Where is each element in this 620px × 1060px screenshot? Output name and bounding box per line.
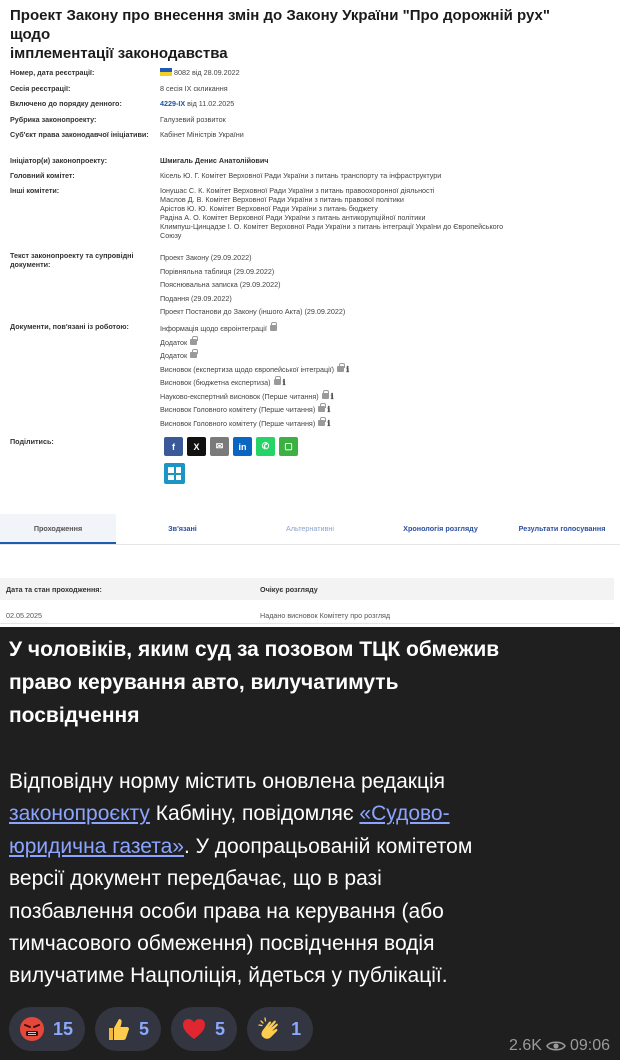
qr-code-icon[interactable] (164, 463, 185, 484)
info-icon[interactable]: ℹ (346, 364, 350, 374)
newspaper-link[interactable]: «Судово- (359, 802, 450, 826)
info-icon[interactable]: ℹ (282, 378, 286, 387)
angry-face-icon (19, 1016, 45, 1042)
reaction-heart[interactable]: 5 (171, 1007, 237, 1051)
doc-link[interactable]: Порівняльна таблиця (29.09.2022) (160, 266, 275, 276)
lock-icon (337, 366, 344, 372)
share-buttons (164, 437, 298, 457)
reaction-clap[interactable]: 1 (247, 1007, 313, 1051)
message-title: У чоловіків, яким суд за позовом ТЦК обмежив право керування авто, вилучатимуть посвідчення (9, 638, 500, 727)
message-bubble (0, 627, 620, 1060)
lock-icon (318, 420, 325, 426)
heart-icon (181, 1016, 207, 1042)
bill-page-screenshot: Проект Закону про внесення змін до Закону України "Про дорожній рух" щодо імплементації законодавства Номер, дата реєстрації: 8082 від 28.09.2022 Сесія реєстрації: 8 сесія IX скликання Включено до порядку денного: 4229-IX від 11.02.2025 Рубрика законопроекту: Галузевий розвиток Суб'єкт права законодавчої ініціативи: Кабінет Міністрів України Ініціатор(и) законопроекту: Шмигаль Денис Анатолійович Головний комітет: Кісель Ю. Г. Комітет Верховної Ради України з питань транспорту та інфраструктури Інші комітети: Іонушас С. К. Комітет Верховної Ради України з питань правоохоронної діяльності Маслов Д. В. Комітет Верховної Ради України з питань правової політики Арістов Ю. Ю. Комітет Верховної Ради України з питань бюджету Радіна А. О. Комітет Верховної Ради України з питань антикорупційної політики Климпуш-Цинцадзе І. О. Комітет Верховної Ради України з питань інтеграції України до Європейського Союзу Текст законопроекту та супровідні документи: Проект Закону (29.09.2022) Порівняльна таблиця (29.09.2022) Пояснювальна записка (29.09.2022) Подання (29.09.2022) Проект Постанови до Закону (іншого Акта) (29.09.2022) Документи, пов'язані із роботою: Інформація щодо євроінтеграції Додаток Додаток Висновок (експертиза щодо європейської інтеграції) ℹ Висновок (бюджетна експертиза) ℹ Науково-експертний висновок (Перше читання) ℹ Висновок Головного комітету (Перше читання) ℹ Висновок Головного комітету (Перше читання) ℹ Поділитись: f X ✉ in ✆ ▢ Проходження Зв'язані Альтернативні Хронологія розгляду Результати голосування Дата та стан проходження: Очікує розгляду 02.05.2025 Надано висновок Комітету про розгляд (0, 0, 620, 627)
lock-icon (190, 339, 197, 345)
share-whatsapp-button[interactable]: ✆ (256, 437, 275, 456)
doc-link[interactable]: Пояснювальна записка (29.09.2022) (160, 280, 281, 289)
bill-tabs (0, 514, 620, 544)
info-icon[interactable]: ℹ (327, 405, 331, 414)
info-icon[interactable]: ℹ (327, 418, 331, 428)
share-sms-button[interactable]: ▢ (279, 437, 298, 456)
info-icon[interactable]: ℹ (330, 391, 334, 401)
share-x-button[interactable]: X (187, 437, 206, 456)
tab-progress[interactable]: Проходження (0, 514, 116, 544)
bill-title: Проект Закону про внесення змін до Закону України "Про дорожній рух" щодо імплементації законодавства (10, 7, 550, 62)
eye-icon (546, 1040, 566, 1052)
view-count: 2.6K (509, 1037, 542, 1054)
share-linkedin-button[interactable]: in (233, 437, 252, 456)
progress-table-header: Дата та стан проходження: Очікує розгляду (0, 578, 614, 600)
doc-link[interactable]: Висновок Головного комітету (Перше читання) (160, 405, 316, 414)
tab-voting-results[interactable]: Результати голосування (518, 524, 606, 533)
thumbs-up-icon (105, 1016, 131, 1042)
lock-icon (190, 352, 197, 358)
clapping-hands-icon (257, 1016, 283, 1042)
reactions-bar (9, 1007, 313, 1053)
eu-flag-icon (160, 68, 172, 76)
lock-icon (270, 325, 277, 331)
doc-link[interactable]: Додаток (160, 351, 188, 360)
lock-icon (274, 379, 281, 385)
message-meta (509, 1037, 610, 1055)
lock-icon (318, 406, 325, 412)
reaction-angry[interactable]: 15 (9, 1007, 85, 1051)
tab-related[interactable]: Зв'язані (168, 524, 197, 533)
tab-alternative[interactable]: Альтернативні (286, 524, 334, 533)
doc-link[interactable]: Проект Постанови до Закону (іншого Акта) (29.09.2022) (160, 307, 346, 316)
agenda-link[interactable]: 4229-IX (160, 99, 186, 108)
doc-link[interactable]: Додаток (160, 337, 188, 347)
lock-icon (322, 393, 329, 399)
doc-link[interactable]: Висновок (бюджетна експертиза) (160, 378, 271, 387)
doc-link[interactable]: Інформація щодо євроінтеграції (160, 324, 267, 333)
share-email-button[interactable]: ✉ (210, 437, 229, 456)
doc-link[interactable]: Висновок (експертиза щодо європейської інтеграції) (160, 364, 335, 374)
doc-link[interactable]: Висновок Головного комітету (Перше читання) (160, 418, 316, 428)
bill-link[interactable]: законопроєкту (9, 802, 150, 826)
doc-link[interactable]: Проект Закону (29.09.2022) (160, 253, 252, 262)
tab-chronology[interactable]: Хронологія розгляду (403, 524, 478, 533)
divider (0, 544, 620, 545)
newspaper-link-continued[interactable]: юридична газета» (9, 834, 184, 858)
message-body: Відповідну норму містить оновлена редакція законопроєкту Кабміну, повідомляє «Судово- юридична газета». У доопрацьованій комітетом версії документ передбачає, що в разі позбавлення особи права на керування (або тимчасового обмеження) посвідчення водія вилучатиме Нацполіція, йдеться у публікації. (9, 770, 473, 988)
doc-link[interactable]: Подання (29.09.2022) (160, 293, 232, 303)
doc-link[interactable]: Науково-експертний висновок (Перше читання) (160, 391, 319, 401)
table-row: 02.05.2025 Надано висновок Комітету про розгляд (0, 604, 614, 624)
share-facebook-button[interactable]: f (164, 437, 183, 456)
reaction-thumbs-up[interactable]: 5 (95, 1007, 161, 1051)
message-time: 09:06 (569, 1037, 610, 1054)
